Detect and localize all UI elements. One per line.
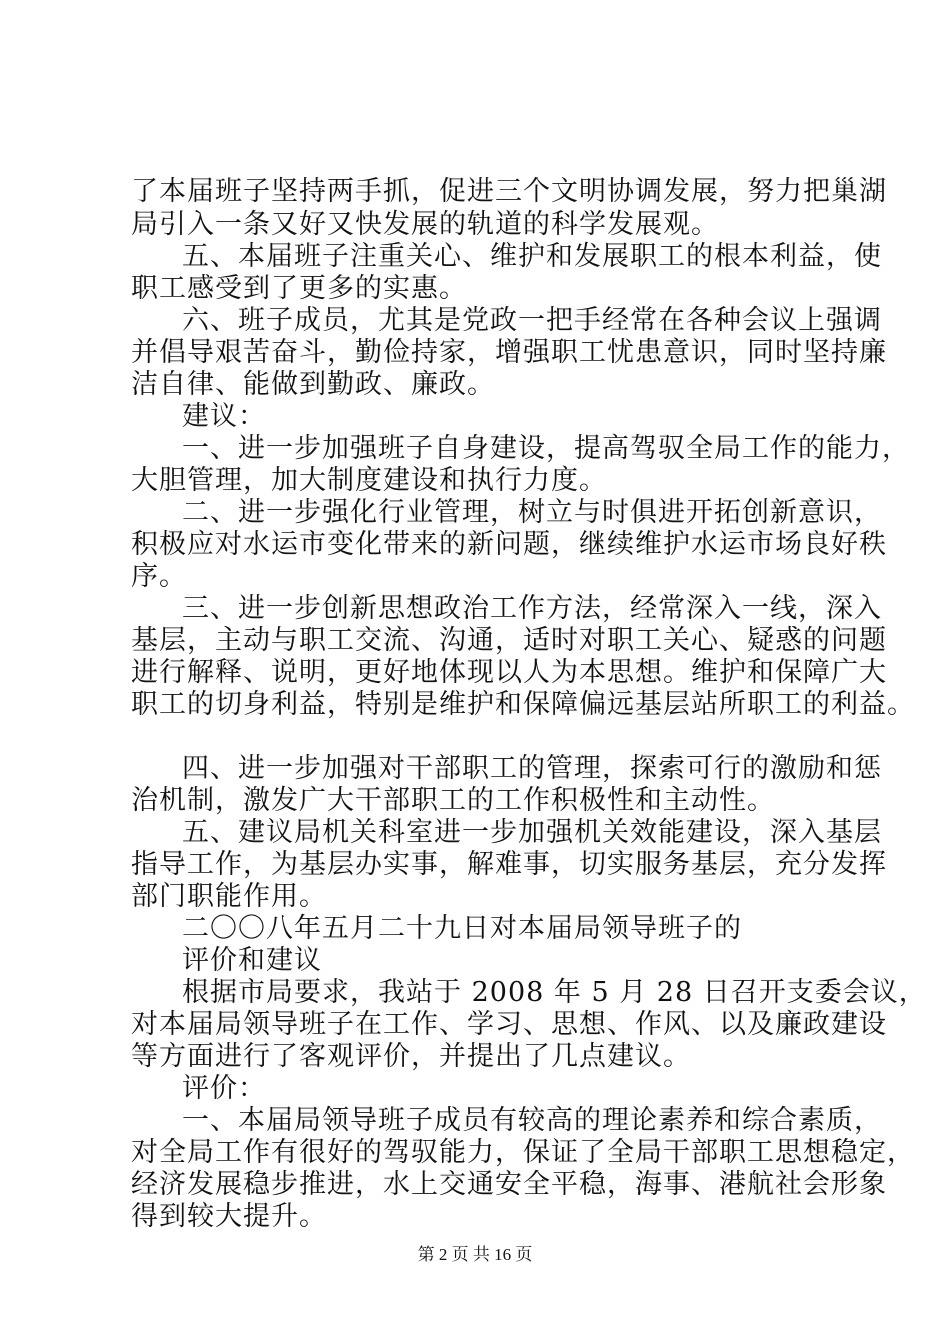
text-line: 六、班子成员，尤其是党政一把手经常在各种会议上强调 — [182, 305, 882, 336]
title-line: 评价和建议 — [182, 945, 322, 976]
section-heading: 建议： — [182, 401, 266, 432]
text-line: 职工感受到了更多的实惠。 — [131, 273, 467, 304]
text-line: 三、进一步创新思想政治工作方法，经常深入一线，深入 — [182, 593, 882, 624]
text-line: 进行解释、说明，更好地体现以人为本思想。维护和保障广大 — [131, 657, 887, 688]
text-line: 洁自律、能做到勤政、廉政。 — [131, 369, 495, 400]
text-line: 对本届局领导班子在工作、学习、思想、作风、以及廉政建设 — [131, 1009, 887, 1040]
text-line: 一、进一步加强班子自身建设，提高驾驭全局工作的能力， — [182, 433, 910, 464]
text-line: 二、进一步强化行业管理，树立与时俱进开拓创新意识， — [182, 497, 882, 528]
text-line: 得到较大提升。 — [131, 1201, 327, 1232]
text-line: 局引入一条又好又快发展的轨道的科学发展观。 — [131, 209, 719, 240]
text-line: 部门职能作用。 — [131, 881, 327, 912]
text-line: 等方面进行了客观评价，并提出了几点建议。 — [131, 1041, 691, 1072]
text-line: 对全局工作有很好的驾驭能力，保证了全局干部职工思想稳定， — [131, 1137, 915, 1168]
text-line: 大胆管理，加大制度建设和执行力度。 — [131, 465, 607, 496]
text-line: 积极应对水运市变化带来的新问题，继续维护水运市场良好秩 — [131, 529, 887, 560]
text-line: 了本届班子坚持两手抓，促进三个文明协调发展，努力把巢湖 — [131, 176, 887, 207]
text-line: 序。 — [131, 561, 187, 592]
text-line: 基层，主动与职工交流、沟通，适时对职工关心、疑惑的问题 — [131, 625, 887, 656]
text-line: 四、进一步加强对干部职工的管理，探索可行的激励和惩 — [182, 753, 882, 784]
text-line: 并倡导艰苦奋斗，勤俭持家，增强职工忧患意识，同时坚持廉 — [131, 337, 887, 368]
text-line: 经济发展稳步推进，水上交通安全平稳，海事、港航社会形象 — [131, 1169, 887, 1200]
page-number-footer: 第 2 页 共 16 页 — [417, 1245, 533, 1264]
text-line: 职工的切身利益，特别是维护和保障偏远基层站所职工的利益。 — [131, 689, 915, 720]
text-line: 指导工作，为基层办实事，解难事，切实服务基层，充分发挥 — [131, 849, 887, 880]
text-line: 五、本届班子注重关心、维护和发展职工的根本利益，使 — [182, 241, 882, 272]
text-line: 五、建议局机关科室进一步加强机关效能建设，深入基层 — [182, 817, 882, 848]
date-title-line: 二〇〇八年五月二十九日对本届局领导班子的 — [182, 913, 742, 944]
text-line: 根据市局要求，我站于 2008 年 5 月 28 日召开支委会议， — [182, 977, 927, 1008]
section-heading: 评价： — [182, 1073, 266, 1104]
text-line: 治机制，激发广大干部职工的工作积极性和主动性。 — [131, 785, 775, 816]
text-line: 一、本届局领导班子成员有较高的理论素养和综合素质， — [182, 1105, 882, 1136]
